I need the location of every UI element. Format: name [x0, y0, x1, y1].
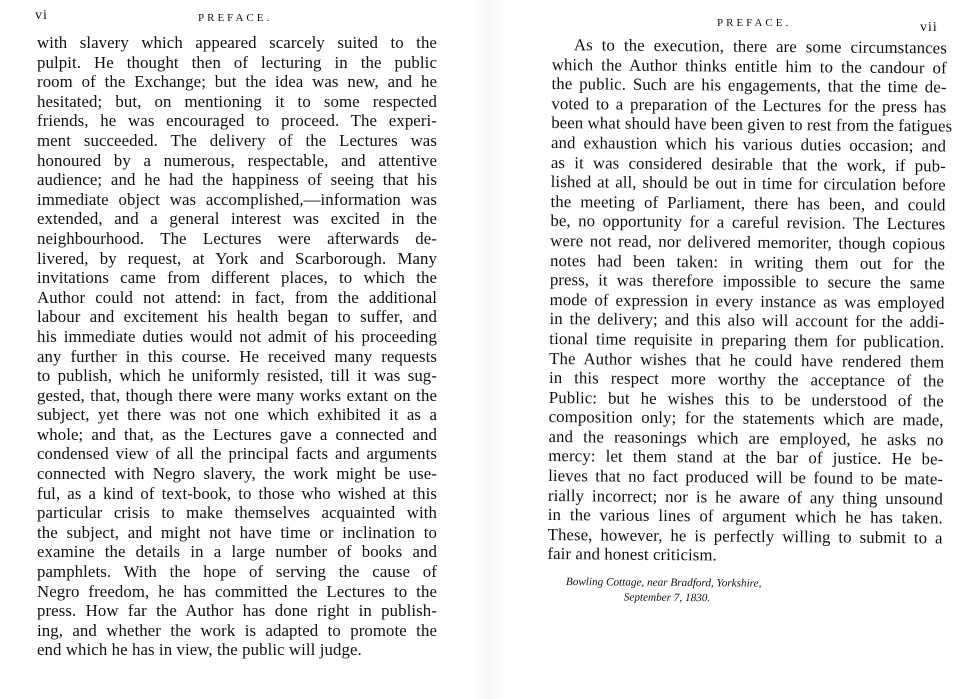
text-line: invitations came from different places, to which the [37, 268, 437, 288]
text-line: any further in this course. He received many requests [37, 346, 437, 366]
text-line: and exhaustion which his various duties occasion; and [550, 132, 947, 156]
running-head: PREFACE. [198, 12, 273, 24]
text-line: composition only; for the statements which are made, [548, 407, 944, 430]
text-line: mode of expression in every instance as was employed [549, 289, 945, 313]
text-line: gested, that, though there were many works extant on the [37, 385, 437, 405]
text-line: voted to a preparation of the Lectures for the press has [551, 93, 947, 117]
text-line: end which he has in view, the public will judge. [37, 640, 362, 660]
text-line: Negro freedom, he has committed the Lectures to the [37, 581, 437, 601]
text-line: in the various lines of argument which he has taken. [547, 505, 943, 528]
right-page [490, 0, 980, 699]
text-line: audience; and he had the happiness of seeing that his [37, 170, 437, 190]
text-line: ful, as a kind of text-book, to those who wished at this [37, 483, 437, 503]
signature-date: September 7, 1830. [623, 591, 711, 605]
text-line: labour and excitement his health began to suffer, and [37, 307, 437, 327]
text-line: room of the Exchange; but the idea was new, and he [37, 72, 437, 92]
running-head: PREFACE. [717, 17, 792, 29]
text-line: tional time requisite in preparing them for publication. [549, 328, 945, 352]
text-line: the public. Such are his engagements, that the time de- [551, 74, 947, 97]
text-line: particular crisis to make themselves acquainted with [37, 503, 437, 523]
text-line: These, however, he is perfectly willing to submit to a [547, 524, 943, 548]
text-line: honoured by a numerous, respectable, and attentive [37, 150, 437, 170]
text-line: notes had been taken: in writing them out for the [549, 250, 946, 273]
text-line: extended, and a general interest was excited in the [37, 209, 437, 229]
text-line: in the delivery; and this also will account for the addi- [549, 309, 945, 332]
text-line: connected with Negro slavery, the work might be use- [37, 464, 437, 484]
text-line: press, it was therefore impossible to secure the same [549, 270, 945, 293]
preface-signature [566, 575, 896, 608]
text-line: immediate object was accomplished,—information was [37, 189, 437, 209]
text-line: hesitated; but, on mentioning it to some respected [37, 91, 437, 111]
text-line: the subject, and might not have time or inclination to [37, 522, 437, 542]
text-line: As to the execution, there are some circumstances [573, 35, 947, 58]
text-line: be, no opportunity for a careful revision. The Lectures [550, 211, 946, 234]
text-line: were not read, nor delivered memoriter, though copious [550, 230, 946, 254]
text-line: mercy: let them stand at the bar of justice. He be- [548, 446, 944, 469]
text-line: pamphlets. With the hope of serving the cause of [37, 562, 437, 582]
page-number: vii [920, 20, 938, 35]
text-line: with slavery which appeared scarcely suited to the [37, 33, 437, 52]
text-line: press. How far the Author has done right in publish- [37, 601, 437, 621]
text-line: pulpit. He thought then of lecturing in the public [37, 52, 437, 72]
text-line: been what should have been given to rest from the fatigues [551, 113, 953, 136]
body-text [547, 35, 953, 567]
text-line: the meeting of Parliament, there has been, and could [550, 191, 946, 215]
text-line: which the Author thinks entitle him to the candour of [551, 54, 947, 78]
text-line: ment succeeded. The delivery of the Lectures was [37, 130, 437, 150]
body-text [37, 33, 437, 660]
text-line: and the reasonings which are employed, he asks no [548, 426, 944, 450]
text-line: condensed view of all the principal facts and arguments [37, 444, 437, 464]
text-line: his immediate duties would not admit of his proceeding [37, 326, 437, 346]
page-number: vi [35, 8, 48, 23]
text-line: The Author wishes that he could have rendered them [549, 348, 945, 371]
text-line: whole; and that, as the Lectures gave a connected and [37, 424, 437, 444]
text-line: subject, yet there was not one which exhibited it as a [37, 405, 437, 425]
text-line: in this respect more worthy the acceptance of the [548, 368, 945, 391]
text-line: lieves that no fact produced will be found to be mate- [548, 466, 944, 489]
text-line: as it was considered desirable that the work, if pub- [550, 152, 946, 176]
text-line: friends, he was encouraged to proceed. The experi- [37, 111, 437, 131]
text-line: to publish, which he uniformly resisted, till it was sug- [37, 366, 437, 386]
text-line: Author could not attend: in fact, from the additional [37, 287, 437, 307]
text-line: Public: but he wishes this to be understood of the [548, 387, 944, 411]
text-line: ing, and whether the work is adapted to promote the [37, 620, 437, 640]
text-line: livered, by request, at York and Scarborough. Many [37, 248, 437, 268]
text-line: examine the details in a large number of books and [37, 542, 437, 562]
signature-place: Bowling Cottage, near Bradford, Yorkshire, [565, 575, 762, 590]
text-line: neighbourhood. The Lectures were afterwards de- [37, 228, 437, 248]
text-line: fair and honest criticism. [547, 544, 717, 565]
text-line: rially incorrect; nor is he aware of any thing unsound [547, 485, 944, 509]
text-line: lished at all, should be out in time for circulation before [550, 172, 946, 195]
